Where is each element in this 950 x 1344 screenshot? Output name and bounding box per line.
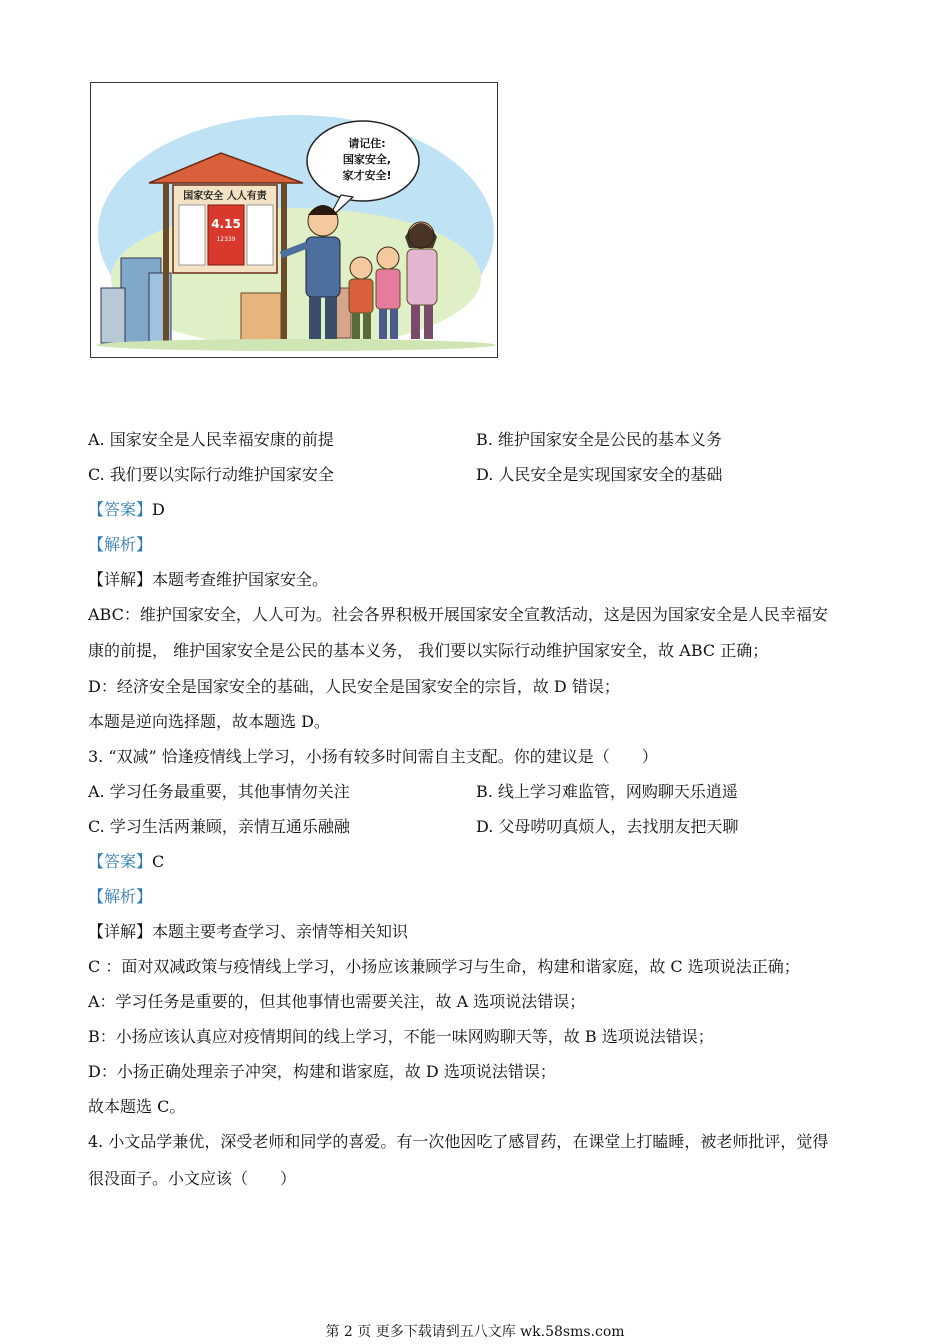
q2-explanation-line: 本题是逆向选择题，故本题选 D。 [88, 712, 330, 731]
q2-explanation-line: ABC：维护国家安全，人人可为。社会各界积极开展国家安全宣教活动，这是因为国家安全是人民幸福安 [88, 605, 828, 624]
poster-hotline: 12339 [216, 236, 236, 243]
answer-tag: 【答案】 [88, 500, 153, 519]
q2-analysis-tag: 【解析】 [88, 535, 153, 554]
q2-explanation-line: 康的前提， 维护国家安全是公民的基本义务， 我们要以实际行动维护国家安全，故 ABC 正确； [88, 641, 769, 660]
q2-detail: 本题考查维护国家安全。 [152, 570, 329, 589]
q2-explanation-line: D：经济安全是国家安全的基础，人民安全是国家安全的宗旨，故 D 错误； [88, 677, 620, 696]
bubble-line-1: 请记住: [348, 137, 386, 150]
q2-option-b: B. 维护国家安全是公民的基本义务 [476, 430, 722, 449]
q3-analysis-tag: 【解析】 [88, 887, 153, 906]
q3-explanation-line: 故本题选 C。 [88, 1097, 186, 1116]
q3-explanation-line: A：学习任务是重要的，但其他事情也需要关注，故 A 选项说法错误； [88, 992, 586, 1011]
q2-detail-line [88, 570, 328, 590]
detail-tag: 【详解】 [88, 922, 153, 941]
q3-option-b: B. 线上学习难监管，网购聊天乐逍遥 [476, 782, 738, 801]
cartoon-illustration [90, 82, 498, 358]
q2-answer: D [152, 500, 165, 519]
q3-detail-line [88, 922, 408, 942]
q2-answer-line [88, 500, 165, 520]
q2-option-a: A. 国家安全是人民幸福安康的前提 [88, 430, 334, 449]
q3-explanation-line: B：小扬应该认真应对疫情期间的线上学习，不能一味网购聊天等，故 B 选项说法错误； [88, 1027, 714, 1046]
q4-stem-line-1: 4. 小文品学兼优，深受老师和同学的喜爱。有一次他因吃了感冒药，在课堂上打瞌睡，被老师批评，觉得 [88, 1132, 829, 1151]
q3-option-c: C. 学习生活两兼顾，亲情互通乐融融 [88, 817, 350, 836]
q3-answer: C [152, 852, 165, 871]
q3-option-a: A. 学习任务最重要，其他事情勿关注 [88, 782, 350, 801]
q3-stem: 3. “双减” 恰逢疫情线上学习，小扬有较多时间需自主支配。你的建议是（ ） [88, 747, 658, 766]
bubble-line-2: 国家安全, [342, 153, 392, 166]
q3-explanation-line: C ：面对双减政策与疫情线上学习，小扬应该兼顾学习与生命，构建和谐家庭，故 C 选项说法正确； [88, 957, 800, 976]
answer-tag: 【答案】 [88, 852, 153, 871]
q3-option-d: D. 父母唠叨真烦人，去找朋友把天聊 [476, 817, 739, 836]
q2-option-c: C. 我们要以实际行动维护国家安全 [88, 465, 334, 484]
q2-option-d: D. 人民安全是实现国家安全的基础 [476, 465, 723, 484]
q3-answer-line [88, 852, 164, 872]
poster-date: 4.15 [211, 217, 241, 231]
bubble-line-3: 家才安全! [342, 169, 392, 182]
board-title: 国家安全 人人有责 [183, 191, 267, 202]
q3-detail: 本题主要考查学习、亲情等相关知识 [152, 922, 409, 941]
page-footer: 第 2 页 更多下载请到五八文库 wk.58sms.com [325, 1324, 625, 1340]
q3-explanation-line: D：小扬正确处理亲子冲突，构建和谐家庭，故 D 选项说法错误； [88, 1062, 556, 1081]
q4-stem-line-2: 很没面子。小文应该（ ） [88, 1169, 297, 1188]
detail-tag: 【详解】 [88, 570, 153, 589]
